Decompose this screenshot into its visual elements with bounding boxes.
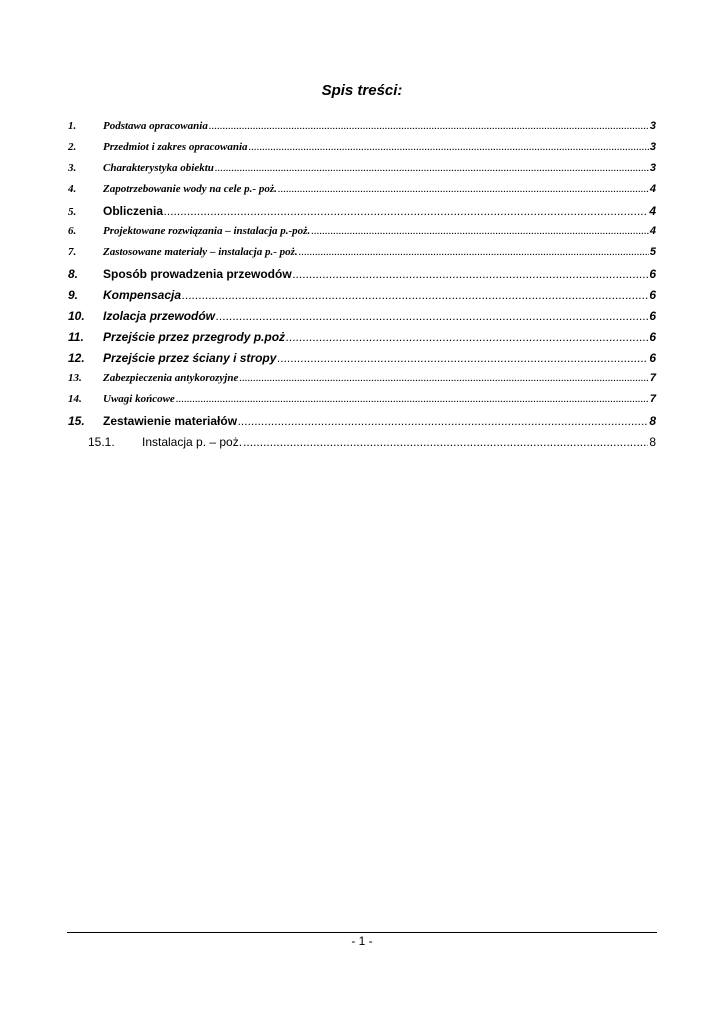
toc-entry[interactable]: [68, 162, 656, 183]
toc-entry-page: 5: [649, 246, 656, 258]
toc-entry-page: 6: [649, 309, 656, 323]
toc-entry-number: 10.: [68, 309, 85, 323]
toc-leader-dots: [182, 288, 648, 302]
toc-entry-number: 6.: [68, 225, 77, 237]
toc-entry[interactable]: [68, 141, 656, 162]
toc-entry-label: Uwagi końcowe: [103, 393, 175, 405]
toc-leader-dots: [209, 120, 649, 132]
toc-entry[interactable]: [68, 414, 656, 435]
toc-entry-label: Zapotrzebowanie wody na cele p.- poż.: [103, 183, 277, 195]
toc-entry-label: Zestawienie materiałów: [103, 414, 238, 428]
toc-title: Spis treści:: [321, 82, 403, 99]
toc-entry-label: Zabezpieczenia antykorozyjne: [103, 372, 239, 384]
toc-entry-number: 3.: [68, 162, 77, 174]
toc-entry-number: 9.: [68, 288, 79, 302]
toc-leader-dots: [249, 141, 649, 153]
toc-entry-number: 2.: [68, 141, 77, 153]
toc-entry-page: 8: [649, 435, 656, 449]
toc-entry-page: 4: [649, 225, 656, 237]
toc-leader-dots: [164, 204, 648, 218]
toc-entry-label: Izolacja przewodów: [103, 309, 216, 323]
toc-entry-page: 6: [649, 288, 656, 302]
toc-leader-dots: [311, 225, 649, 237]
toc-entry[interactable]: [68, 309, 656, 330]
toc-entry[interactable]: [68, 351, 656, 372]
toc-entry[interactable]: [68, 267, 656, 288]
toc-entry[interactable]: [68, 183, 656, 204]
toc-leader-dots: [299, 246, 649, 258]
toc-entry[interactable]: [68, 204, 656, 225]
toc-leader-dots: [286, 330, 648, 344]
toc-entry-number: 1.: [68, 120, 77, 132]
toc-entry-page: 3: [649, 141, 656, 153]
toc-entry-page: 8: [649, 414, 656, 428]
toc-entry-number: 5.: [68, 206, 77, 218]
footer-page-number: - 1 -: [351, 934, 373, 948]
toc-entry-label: Przejście przez przegrody p.poż: [103, 330, 286, 344]
footer-divider: [67, 932, 657, 933]
toc-entry[interactable]: [68, 120, 656, 141]
toc-entry-number: 8.: [68, 267, 79, 281]
toc-entry-number: 14.: [68, 393, 82, 405]
toc-entry[interactable]: [68, 288, 656, 309]
toc-entry-number: 13.: [68, 372, 82, 384]
toc-entry-number: 15.: [68, 414, 85, 428]
toc-entry-page: 6: [649, 267, 656, 281]
toc-leader-dots: [243, 435, 648, 449]
toc-entry-page: 7: [649, 393, 656, 405]
toc-entry-label: Instalacja p. – poż.: [142, 435, 243, 449]
toc-entry-label: Sposób prowadzenia przewodów: [103, 267, 292, 281]
toc-leader-dots: [277, 351, 648, 365]
toc-entry-number: 12.: [68, 351, 85, 365]
toc-entry-page: 3: [649, 120, 656, 132]
table-of-contents: [68, 120, 656, 456]
toc-entry[interactable]: [68, 330, 656, 351]
toc-entry-label: Projektowane rozwiązania – instalacja p.-poż.: [103, 225, 311, 237]
toc-leader-dots: [239, 372, 649, 384]
toc-leader-dots: [293, 267, 649, 281]
toc-leader-dots: [216, 309, 648, 323]
toc-entry-page: 4: [649, 204, 656, 218]
toc-entry-page: 6: [649, 351, 656, 365]
toc-entry-number: 4.: [68, 183, 77, 195]
toc-leader-dots: [278, 183, 649, 195]
toc-entry-label: Przejście przez ściany i stropy: [103, 351, 277, 365]
toc-entry-page: 6: [649, 330, 656, 344]
toc-leader-dots: [176, 393, 649, 405]
toc-entry-page: 3: [649, 162, 656, 174]
toc-entry-label: Obliczenia: [103, 204, 164, 218]
toc-subentry[interactable]: [68, 435, 656, 456]
toc-entry-page: 7: [649, 372, 656, 384]
toc-leader-dots: [215, 162, 649, 174]
toc-entry[interactable]: [68, 372, 656, 393]
toc-entry-label: Zastosowane materiały – instalacja p.- poż.: [103, 246, 298, 258]
toc-entry-number: 11.: [68, 330, 84, 344]
toc-entry-number: 7.: [68, 246, 77, 258]
toc-entry-number: 15.1.: [88, 435, 115, 449]
toc-entry-label: Podstawa opracowania: [103, 120, 208, 132]
toc-entry-label: Przedmiot i zakres opracowania: [103, 141, 248, 153]
toc-leader-dots: [238, 414, 648, 428]
toc-entry-label: Kompensacja: [103, 288, 182, 302]
toc-entry[interactable]: [68, 246, 656, 267]
toc-entry[interactable]: [68, 225, 656, 246]
toc-entry-page: 4: [649, 183, 656, 195]
toc-entry-label: Charakterystyka obiektu: [103, 162, 214, 174]
toc-entry[interactable]: [68, 393, 656, 414]
